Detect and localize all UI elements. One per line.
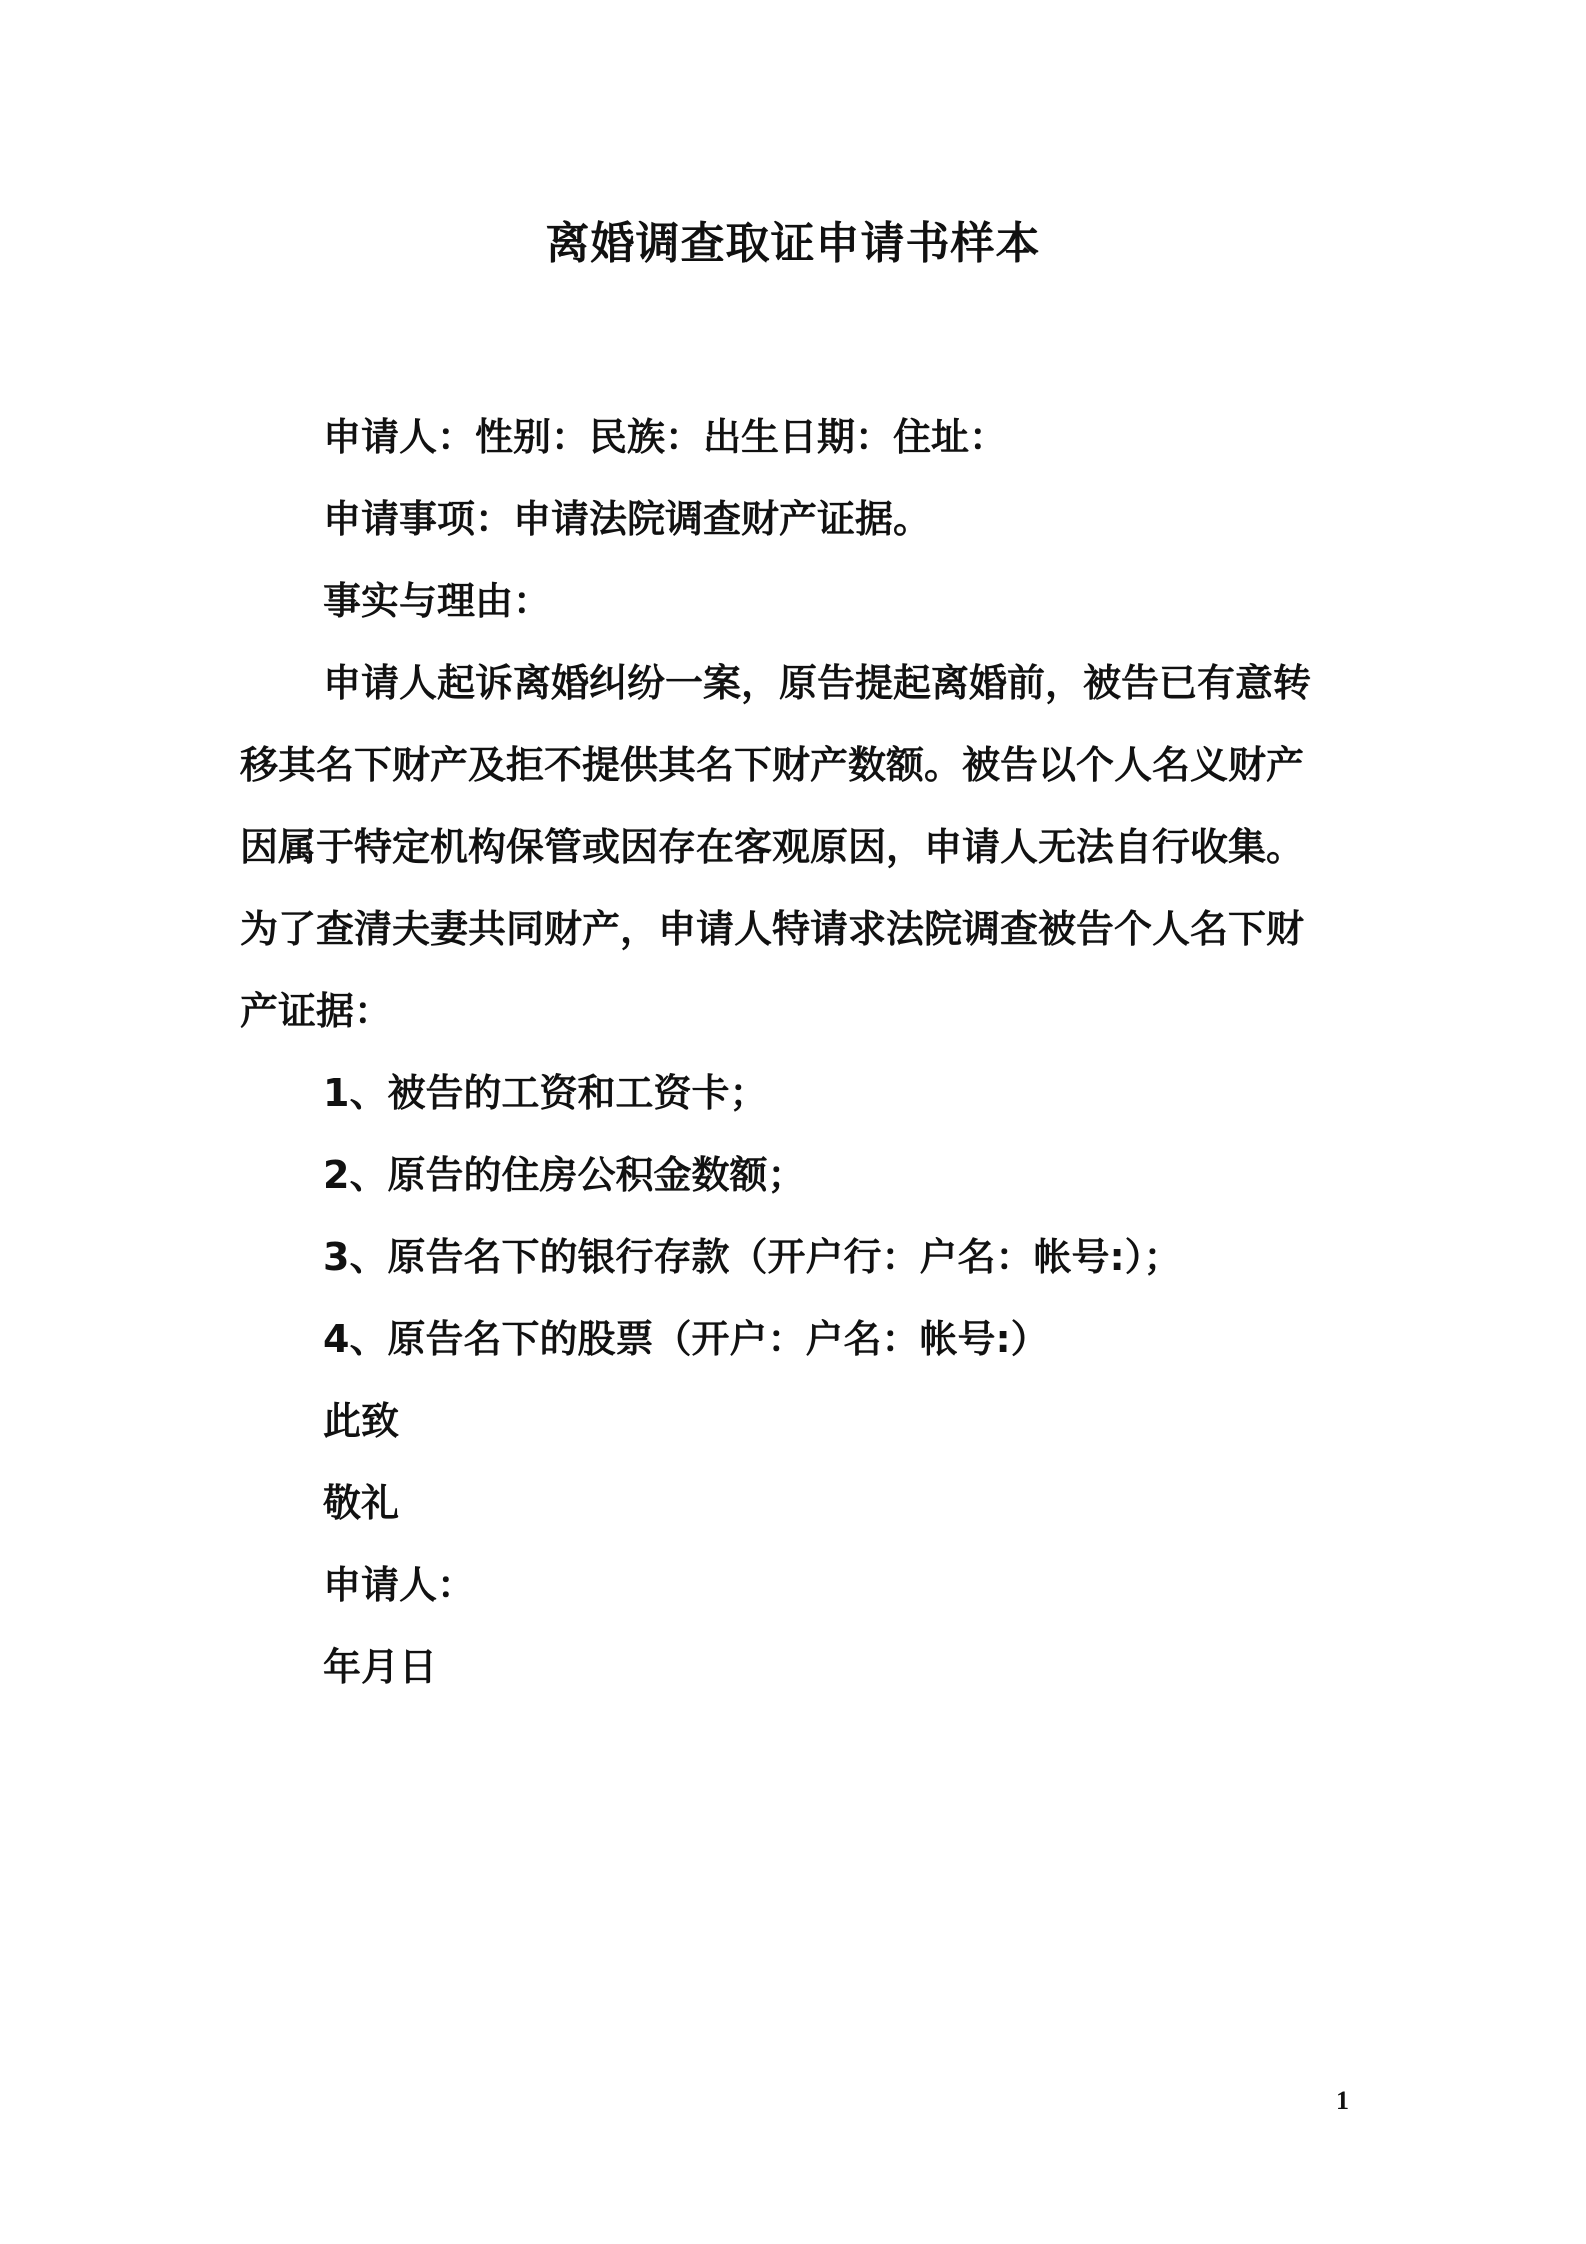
applicant-info-line: 申请人：性别：民族：出生日期：住址： [323, 415, 1008, 459]
list-item: 4、原告名下的股票（开户：户名：帐号:） [323, 1317, 1049, 1361]
facts-line: 移其名下财产及拒不提供其名下财产数额。被告以个人名义财产 [240, 743, 1305, 787]
facts-heading: 事实与理由： [323, 579, 552, 623]
request-item-line: 申请事项：申请法院调查财产证据。 [323, 497, 932, 541]
closing-regards: 敬礼 [323, 1481, 400, 1525]
list-item: 1、被告的工资和工资卡； [323, 1071, 768, 1115]
date-line: 年月日 [323, 1645, 438, 1689]
page-number: 1 [1336, 2086, 1349, 2115]
closing-salutation: 此致 [323, 1399, 400, 1443]
list-item: 3、原告名下的银行存款（开户行：户名：帐号:）； [323, 1235, 1182, 1279]
facts-line: 为了查清夫妻共同财产，申请人特请求法院调查被告个人名下财 [240, 907, 1305, 951]
list-item: 2、原告的住房公积金数额； [323, 1153, 806, 1197]
facts-line: 产证据： [240, 989, 393, 1033]
signature-line: 申请人： [323, 1563, 476, 1607]
facts-line: 申请人起诉离婚纠纷一案，原告提起离婚前，被告已有意转 [323, 661, 1312, 705]
facts-line: 因属于特定机构保管或因存在客观原因，申请人无法自行收集。 [240, 825, 1305, 869]
document-title: 离婚调查取证申请书样本 [545, 218, 1041, 269]
